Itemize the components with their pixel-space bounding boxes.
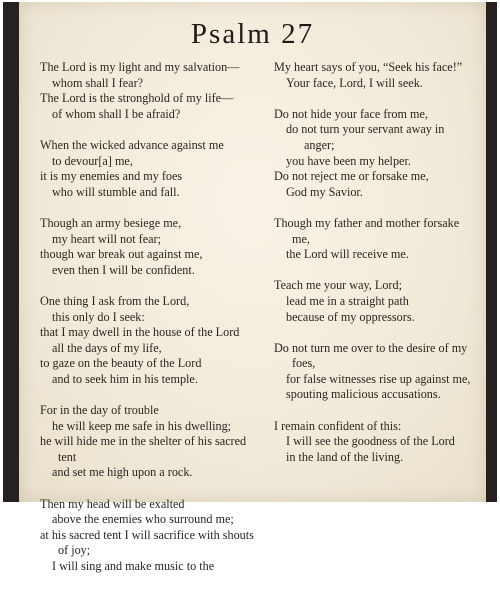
verse-line: Then my head will be exalted (40, 496, 185, 511)
stanza (40, 216, 266, 278)
verse-line: Your face, Lord, I will seek. (286, 75, 423, 90)
stanza (274, 341, 474, 403)
verse-line: and set me high upon a rock. (52, 465, 193, 480)
verse-line: all the days of my life, (52, 340, 162, 355)
verse-line: For in the day of trouble (40, 403, 159, 418)
verse-line: When the wicked advance against me (40, 137, 224, 152)
verse-line: spouting malicious accusations. (286, 387, 441, 402)
verse-line: Teach me your way, Lord; (274, 278, 402, 293)
right-column (274, 60, 474, 481)
verse-line: this only do I seek: (52, 309, 145, 324)
verse-line: who will stumble and fall. (52, 184, 180, 199)
stanza (40, 403, 266, 481)
page-title: Psalm 27 (190, 18, 315, 50)
stanza (274, 419, 474, 466)
verse-line: Do not reject me or forsake me, (274, 169, 429, 184)
verse-line: The Lord is the stronghold of my life— (40, 91, 234, 106)
verse-line: the Lord will receive me. (286, 247, 409, 262)
stanza (274, 278, 474, 325)
verse-line: lead me in a straight path (286, 293, 409, 308)
verse-line: I will sing and make music to the (52, 559, 215, 573)
verse-line: at his sacred tent I will sacrifice with shouts of joy; (40, 527, 254, 558)
verse-line: whom shall I fear? (52, 75, 144, 90)
stanza (274, 60, 474, 91)
verse-line: God my Savior. (286, 184, 363, 199)
poster-frame (3, 2, 497, 573)
verse-line: Though my father and mother forsake me, (274, 215, 460, 246)
verse-line: to gaze on the beauty of the Lord (40, 356, 202, 371)
stanza (40, 138, 266, 200)
verse-line: do not turn your servant away in anger; (286, 122, 445, 152)
verse-line: it is my enemies and my foes (40, 169, 183, 184)
left-column (40, 60, 266, 590)
verse-line: that I may dwell in the house of the Lord (40, 325, 240, 340)
stanza (274, 216, 474, 263)
verse-line: he will keep me safe in his dwelling; (52, 418, 232, 433)
verse-line: I will see the goodness of the Lord (286, 434, 455, 449)
verse-line: Do not turn me over to the desire of my foes, (274, 340, 468, 371)
verse-line: because of my oppressors. (286, 309, 415, 324)
stanza (40, 294, 266, 388)
verse-line: in the land of the living. (286, 449, 404, 464)
poster-paper (19, 2, 486, 573)
stanza (40, 497, 266, 575)
stanza (40, 60, 266, 122)
verse-line: for false witnesses rise up against me, (286, 371, 471, 386)
verse-line: he will hide me in the shelter of his sacred tent (40, 434, 247, 464)
verse-line: Do not hide your face from me, (274, 106, 428, 121)
verse-line: my heart will not fear; (52, 231, 161, 246)
verse-line: of whom shall I be afraid? (52, 106, 181, 121)
verse-line: One thing I ask from the Lord, (40, 293, 190, 308)
verse-line: and to seek him in his temple. (52, 371, 198, 386)
verse-line: to devour[a] me, (52, 153, 133, 168)
verse-line: I remain confident of this: (274, 418, 402, 433)
verse-line: you have been my helper. (286, 153, 411, 168)
verse-line: My heart says of you, “Seek his face!” (274, 60, 463, 74)
verse-line: Though an army besiege me, (40, 215, 182, 230)
verse-line: even then I will be confident. (52, 262, 195, 277)
verse-line: above the enemies who surround me; (52, 512, 234, 527)
stanza (274, 107, 474, 201)
verse-line: The Lord is my light and my salvation— (40, 60, 240, 74)
verse-line: though war break out against me, (40, 247, 203, 262)
